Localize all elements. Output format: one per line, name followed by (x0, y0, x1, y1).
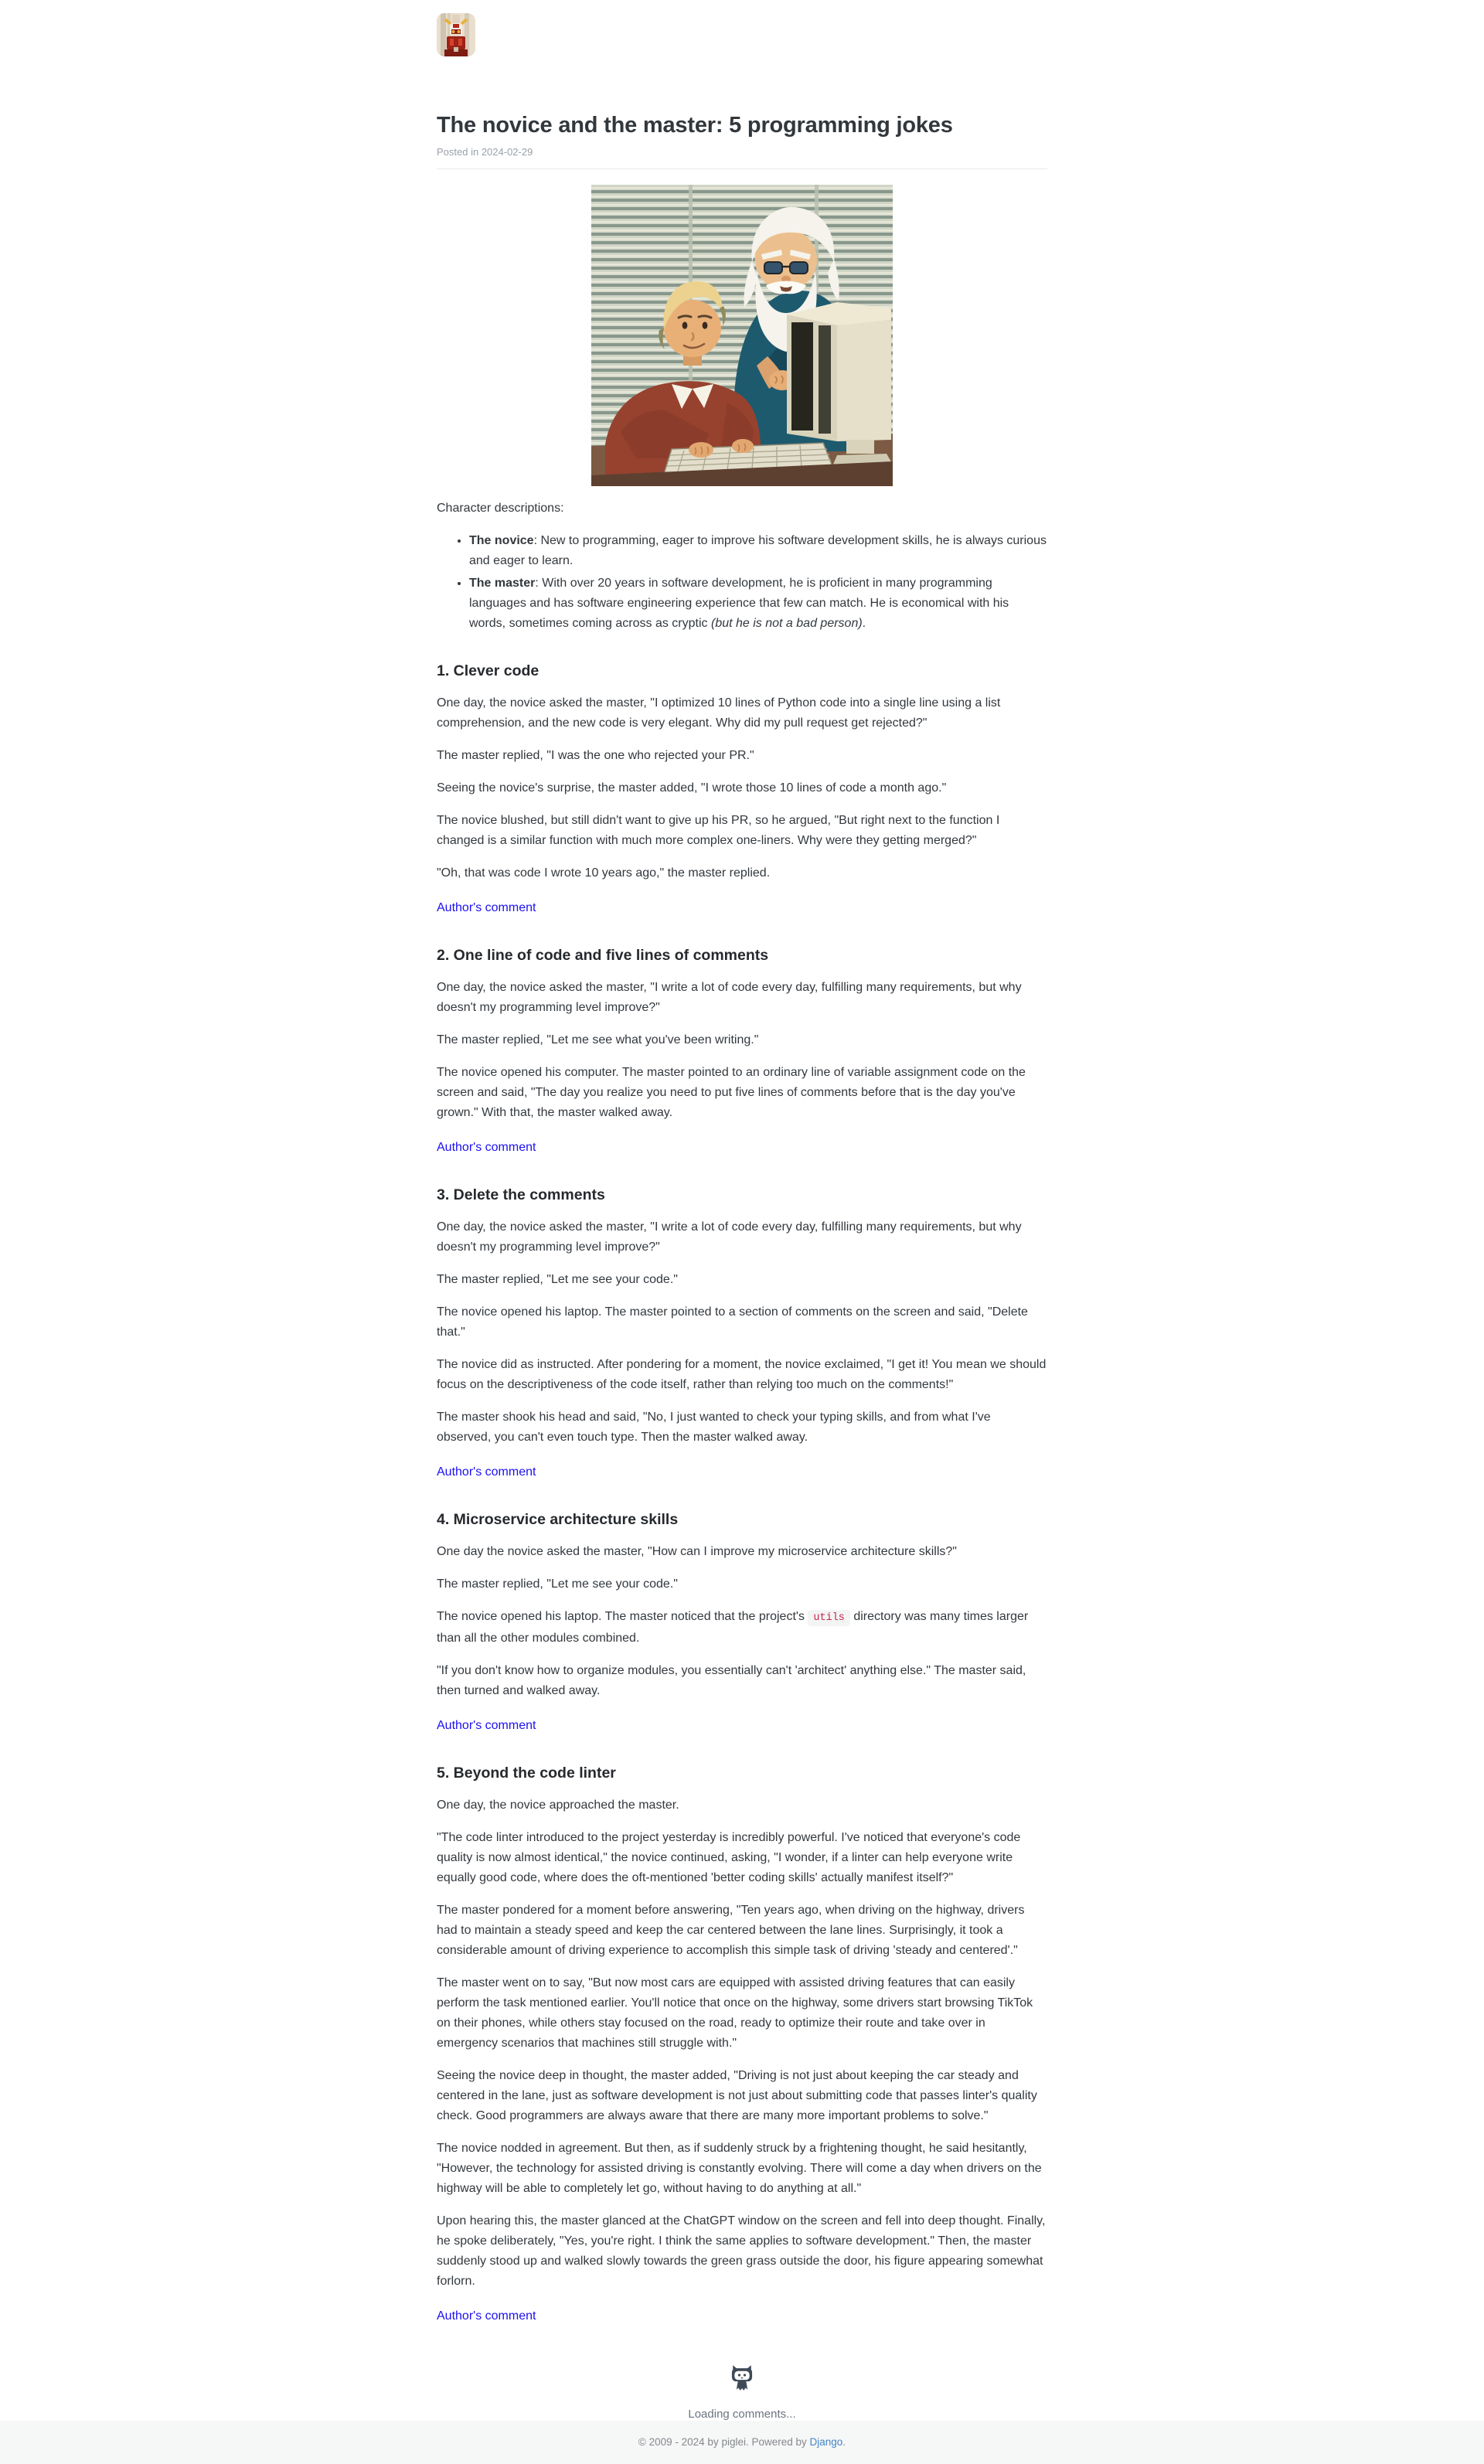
paragraph: Seeing the novice deep in thought, the master added, "Driving is not just about keeping the car steady and centered in the lane, just as software development is not just about submitting code that passes linter's quality check. Good programmers are always aware that there are many more important problems to solve." (437, 2069, 1037, 2122)
section-heading: 4. Microservice architecture skills (437, 1511, 679, 1528)
character-item-novice (469, 531, 1047, 571)
paragraph: One day the novice asked the master, "How can I improve my microservice architecture skills?" (437, 1545, 957, 1558)
robot-logo-icon (437, 13, 475, 56)
inline-code: utils (808, 1610, 850, 1626)
post-section-5 (437, 1764, 1047, 2326)
character-name: The novice (469, 534, 534, 547)
paragraph: The novice did as instructed. After pondering for a moment, the novice exclaimed, "I get it! You mean we should focus on the descriptiveness of the code itself, rather than relying too much on the comments!" (437, 1358, 1047, 1391)
site-logo[interactable] (437, 13, 475, 56)
paragraph: The master replied, "Let me see your code." (437, 1577, 678, 1591)
text-run: : With over 20 years in software development, he is proficient in many programming languages and has software engineering experience that few can match. He is economical with his words, sometimes coming across as cryptic (469, 577, 1009, 630)
paragraph: The master replied, "Let me see your code." (437, 1273, 678, 1286)
paragraph: One day, the novice asked the master, "I write a lot of code every day, fulfilling many requirements, but why doesn't my programming level improve?" (437, 981, 1022, 1014)
text-run-italic: (but he is not a bad person) (710, 617, 863, 630)
paragraph: One day, the novice asked the master, "I write a lot of code every day, fulfilling many requirements, but why doesn't my programming level improve?" (437, 1220, 1022, 1254)
django-link[interactable]: Django (809, 2436, 843, 2448)
paragraph: "If you don't know how to organize modules, you essentially can't 'architect' anything else." The master said, then turned and walked away. (437, 1664, 1026, 1697)
paragraph: The novice opened his computer. The master pointed to an ordinary line of variable assignment code on the screen and said, "The day you realize you need to put five lines of comments before that is the day you've grown." With that, the master walked away. (437, 1066, 1026, 1119)
copyright-tail: . (842, 2436, 846, 2448)
novice-master-illustration (591, 185, 893, 486)
cat-icon (729, 2365, 755, 2394)
character-intro: Character descriptions: (437, 502, 564, 515)
paragraph: Seeing the novice's surprise, the master added, "I wrote those 10 lines of code a month ago." (437, 781, 947, 795)
character-list (437, 531, 1047, 634)
paragraph: The novice blushed, but still didn't want to give up his PR, so he argued, "But right next to the function I changed is a similar function with much more complex one-liners. Why were they getting merged?" (437, 814, 1000, 847)
paragraph: "Oh, that was code I wrote 10 years ago," the master replied. (437, 866, 771, 880)
authors-comment-link[interactable]: Author's comment (437, 2309, 536, 2323)
post-section-1 (437, 662, 1047, 918)
paragraph: The novice nodded in agreement. But then, as if suddenly struck by a frightening thought, he said hesitantly, "However, the technology for assisted driving is constantly evolving. There will come a day when drivers on the highway will be able to completely let go, without having to do anything at all." (437, 2142, 1042, 2195)
authors-comment-link[interactable]: Author's comment (437, 1719, 536, 1732)
paragraph: Upon hearing this, the master glanced at the ChatGPT window on the screen and fell into deep thought. Finally, he spoke deliberately, "Yes, you're right. I think the same applies to software development." Then, the master suddenly stood up and walked slowly towards the green grass outside the door, his figure appearing somewhat forlorn. (437, 2214, 1046, 2288)
paragraph: One day, the novice approached the master. (437, 1799, 679, 1812)
loading-comments-text: Loading comments... (688, 2408, 796, 2421)
copyright-text: © 2009 - 2024 by piglei. Powered by (638, 2436, 810, 2448)
post-section-4 (437, 1510, 1047, 1736)
site-logo-image (437, 13, 475, 56)
section-heading: 3. Delete the comments (437, 1186, 605, 1203)
paragraph: One day, the novice asked the master, "I optimized 10 lines of Python code into a single line using a list comprehension, and the new code is very elegant. Why did my pull request get rejected?" (437, 696, 1001, 730)
text-run: . (862, 617, 866, 630)
authors-comment-link[interactable]: Author's comment (437, 901, 536, 914)
comments-widget (437, 2365, 1047, 2421)
post-section-3 (437, 1186, 1047, 1482)
paragraph: The master pondered for a moment before answering, "Ten years ago, when driving on the highway, drivers had to maintain a steady speed and keep the car centered between the lane lines. Surprisingly, it took a considerable amount of driving experience to accomplish this simple task of driving 'steady and centered'." (437, 1904, 1025, 1957)
paragraph: "The code linter introduced to the project yesterday is incredibly powerful. I've noticed that everyone's code quality is now almost identical," the novice continued, asking, "I wonder, if a linter can help everyone write equally good code, where does the oft-mentioned 'better coding skills' actually manifest itself?" (437, 1831, 1021, 1884)
text-run: directory was many times larger than all the other modules combined. (437, 1610, 1029, 1645)
site-footer (0, 2421, 1484, 2464)
header-divider (437, 168, 1047, 169)
authors-comment-link[interactable]: Author's comment (437, 1141, 536, 1154)
paragraph: The master replied, "I was the one who rejected your PR." (437, 749, 754, 762)
text-run: The novice opened his laptop. The master noticed that the project's (437, 1610, 808, 1623)
post-section-2 (437, 946, 1047, 1158)
paragraph: The master shook his head and said, "No, I just wanted to check your typing skills, and from what I've observed, you can't even touch type. Then the master walked away. (437, 1411, 991, 1444)
paragraph: The novice opened his laptop. The master pointed to a section of comments on the screen and said, "Delete that." (437, 1305, 1028, 1339)
paragraph: The master replied, "Let me see what you've been writing." (437, 1033, 759, 1047)
authors-comment-link[interactable]: Author's comment (437, 1465, 536, 1479)
hero-figure (437, 185, 1047, 486)
paragraph-with-code (437, 1607, 1047, 1649)
section-heading: 2. One line of code and five lines of comments (437, 947, 769, 964)
post-date: Posted in 2024-02-29 (437, 146, 533, 158)
paragraph: The master went on to say, "But now most cars are equipped with assisted driving features that can easily perform the task mentioned earlier. You'll notice that once on the highway, some drivers start browsing TikTok on their phones, while others stay focused on the road, ready to optimize their route and take over in emergency scenarios that machines still struggle with." (437, 1976, 1033, 2050)
page-title: The novice and the master: 5 programming jokes (437, 113, 953, 138)
section-heading: 1. Clever code (437, 662, 539, 679)
character-name: The master (469, 577, 536, 590)
section-heading: 5. Beyond the code linter (437, 1765, 616, 1782)
character-item-master (469, 573, 1047, 634)
text-run: : New to programming, eager to improve his software development skills, he is always curious and eager to learn. (469, 534, 1047, 567)
